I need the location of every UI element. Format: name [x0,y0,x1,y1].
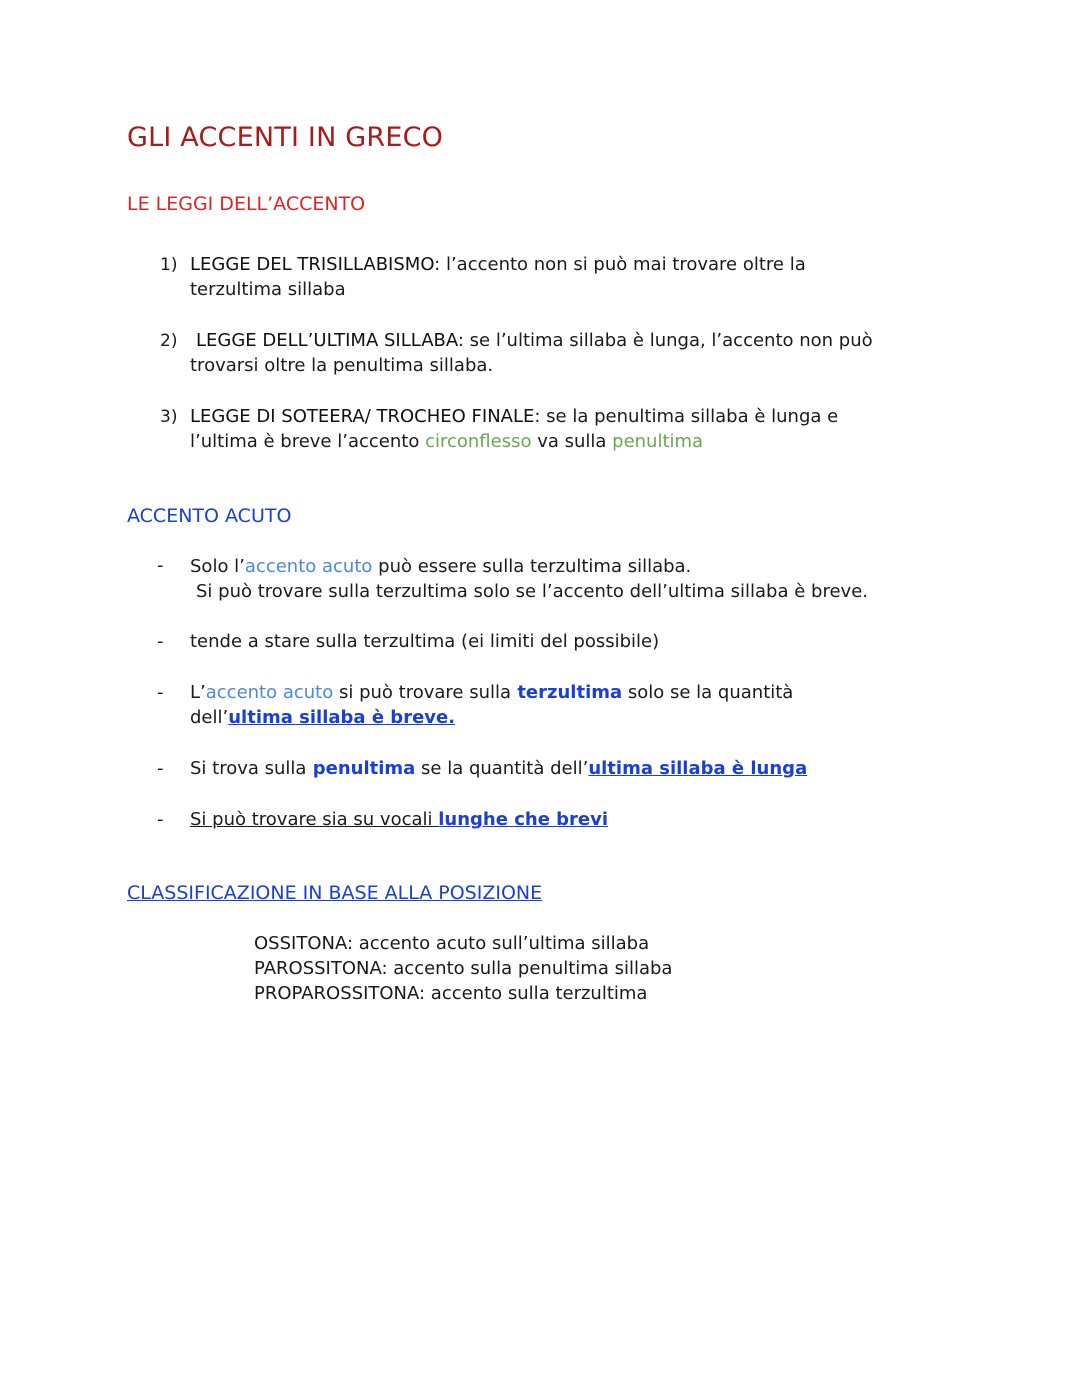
law-text: : se la [534,406,595,427]
underlined-text: Si può trovare sia su vocali [190,809,439,830]
bullet-text: si può trovare sulla [333,682,512,703]
list-number: 1) [160,255,178,275]
law-label: LEGGE DI SOTEERA/ TROCHEO FINALE [190,406,535,427]
section-heading-classificazione: CLASSIFICAZIONE IN BASE ALLA POSIZIONE [127,882,543,904]
list-item-line [190,404,838,429]
law-label: LEGGE DEL TRISILLABISMO [190,254,435,275]
law-text: : se l’ultima sillaba è lunga, l’accento non può [457,330,873,351]
highlight-dark-blue: terzultima [511,682,623,703]
bullet-dash: - [157,809,164,830]
bullet-dash: - [157,682,164,703]
list-item-line: terzultima sillaba [190,279,346,300]
page-title: GLI ACCENTI IN GRECO [127,122,444,153]
bullet-dash: - [157,631,164,652]
law-text: l’accento [331,431,426,452]
highlight-green: circonflesso [425,431,532,452]
bullet-text: se la quantità dell’ [415,758,589,779]
classification-text: : accento sulla terzultima [419,983,648,1004]
highlight-blue: accento acuto [205,682,334,703]
bullet-line [190,756,807,781]
bullet-text: Solo l’ [190,556,245,577]
classification-label: OSSITONA [254,933,347,954]
list-item-line [190,429,703,454]
list-item-line [190,252,806,277]
highlight-green: penultima [612,431,704,452]
list-number: 3) [160,407,178,427]
classification-text: : accento sulla penultima sillaba [381,958,673,979]
bullet-line: Si può trovare sulla terzultima solo se l’accento dell’ultima sillaba è breve. [196,581,868,602]
classification-row [254,981,647,1006]
law-text: e [821,406,839,427]
bullet-line: tende a stare sulla terzultima (ei limiti del possibile) [190,631,660,652]
bullet-text: dell’ [190,707,229,728]
bullet-line [190,807,608,832]
bullet-dash: - [157,555,164,576]
underlined-blue: ultima sillaba è lunga [588,758,808,779]
highlight-dark-blue: penultima [306,758,416,779]
bullet-line [190,705,455,730]
bullet-dash: - [157,758,164,779]
bullet-line [190,680,793,705]
section-heading-leggi: LE LEGGI DELL’ACCENTO [127,193,366,215]
classification-row [254,956,672,981]
law-text: : l’accento non si può mai trovare oltre la [434,254,806,275]
list-item-line [196,328,873,353]
law-text: va sulla [531,431,613,452]
classification-label: PAROSSITONA [254,958,382,979]
section-heading-acuto: ACCENTO ACUTO [127,505,292,527]
law-text-bold: penultima sillaba è lunga [594,406,822,427]
bullet-text: Si trova sulla [190,758,307,779]
classification-text: : accento acuto sull’ultima sillaba [346,933,650,954]
law-text-bold: l’ultima è breve [190,431,332,452]
bullet-text: solo se la quantità [622,682,794,703]
classification-label: PROPAROSSITONA [254,983,420,1004]
bullet-text: può essere sulla terzultima sillaba. [372,556,692,577]
highlight-blue: accento acuto [244,556,373,577]
bullet-line [190,554,691,579]
bullet-text: L’ [190,682,206,703]
classification-row [254,931,649,956]
law-label: LEGGE DELL’ULTIMA SILLABA [196,330,458,351]
underlined-blue: lunghe che brevi [438,809,609,830]
list-item-line: trovarsi oltre la penultima sillaba. [190,355,494,376]
list-number: 2) [160,331,178,351]
underlined-blue: ultima sillaba è breve. [228,707,456,728]
